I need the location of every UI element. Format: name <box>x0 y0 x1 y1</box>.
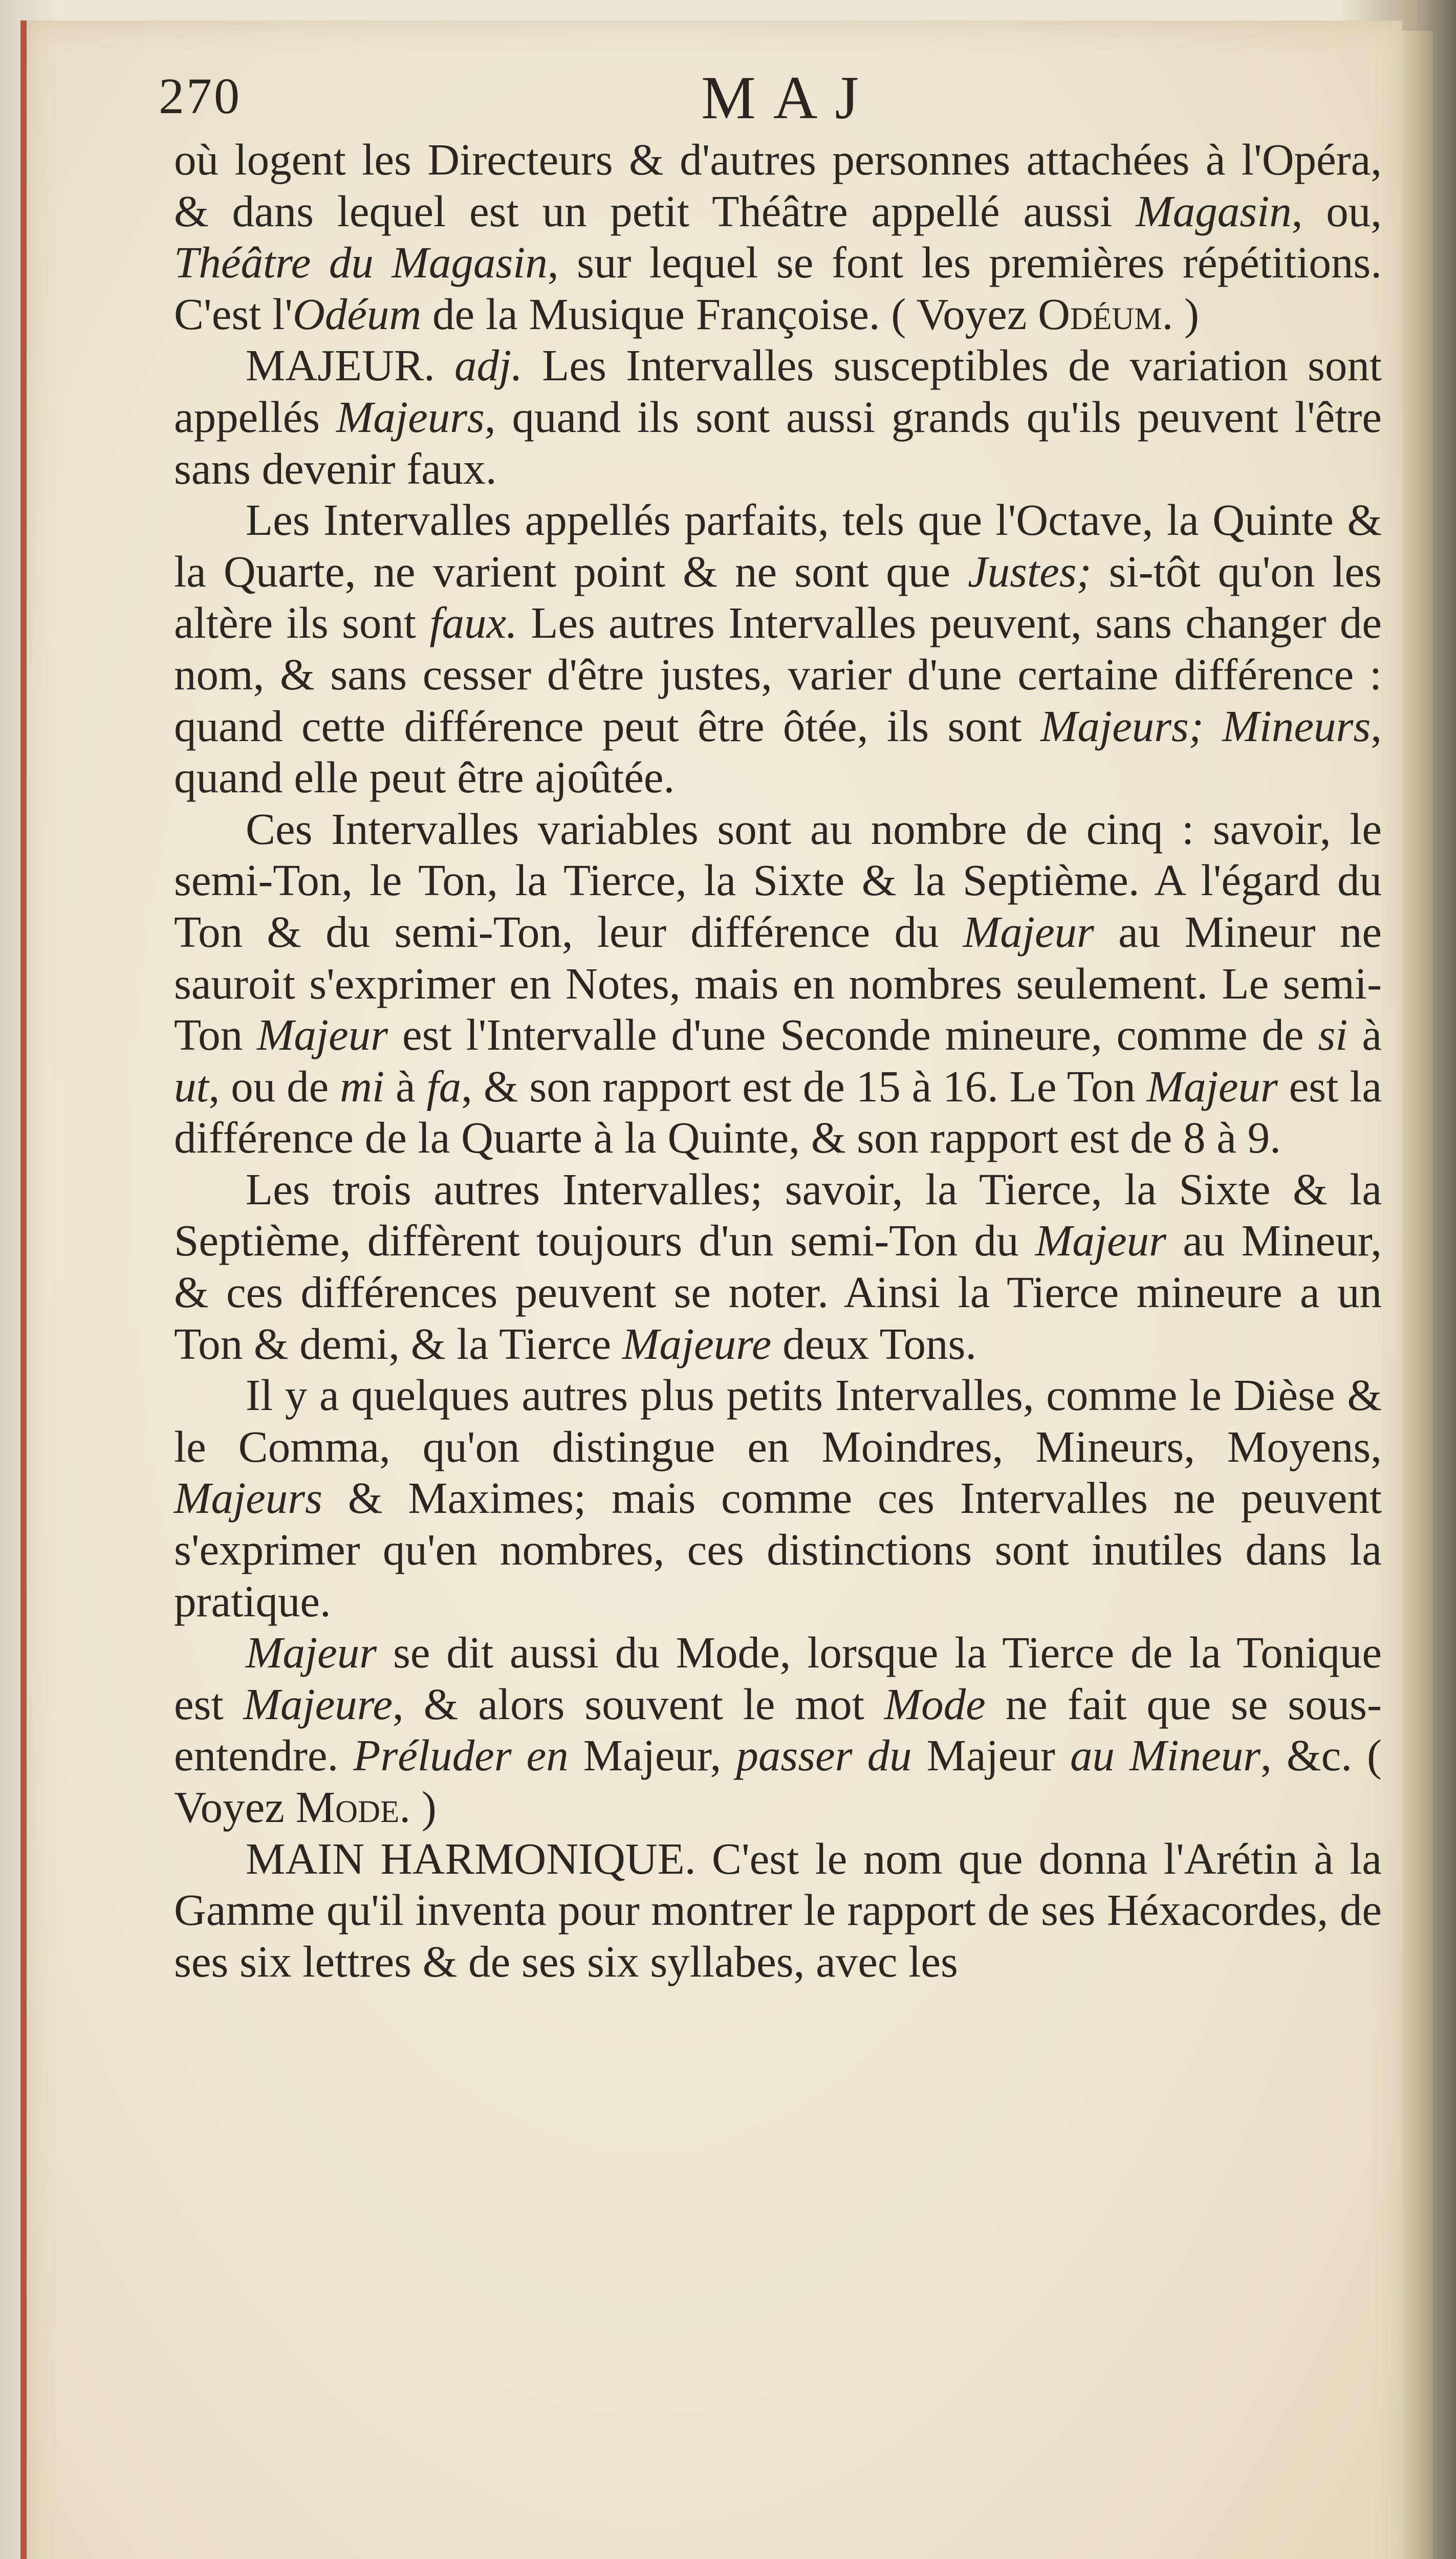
italic-run: Majeurs <box>174 1473 322 1523</box>
paragraph-p5 <box>174 1370 1382 1627</box>
italic-run: Majeur <box>963 906 1094 957</box>
text-run: , ou, <box>1291 186 1382 236</box>
body-text <box>174 134 1382 1987</box>
text-run: deux Tons. <box>771 1318 977 1369</box>
italic-run: si <box>1318 1010 1348 1060</box>
italic-run: ut <box>174 1061 209 1111</box>
paragraph-p7 <box>174 1833 1382 1988</box>
paragraph-p0 <box>174 134 1382 340</box>
text-run: Les autres Intervalles peuvent, sans changer de nom, & sans cesser d'être justes, varier d'une certaine différence : quand cette différence peut être ôtée, ils sont <box>174 598 1382 751</box>
text-run: ne fait que se sous-entendre. <box>174 1679 1382 1781</box>
italic-run: Magasin <box>1136 186 1292 236</box>
text-run: Les Intervalles susceptibles de variation sont appellés <box>174 340 1382 442</box>
text-run: , & alors souvent le mot <box>393 1679 884 1729</box>
italic-run: Préluder en <box>353 1730 569 1781</box>
page-edge-stack <box>1402 31 1433 2559</box>
text-run: où logent les Directeurs & d'autres personnes attachées à l'Opéra, & dans lequel est un petit Théâtre appellé aussi <box>174 135 1382 236</box>
text-run: si-tôt qu'on les altère ils sont <box>174 546 1382 648</box>
text-run: à <box>384 1061 427 1111</box>
paragraph-p6 <box>174 1627 1382 1833</box>
paragraph-p3 <box>174 804 1382 1164</box>
text-run: , &c. ( Voyez <box>174 1730 1382 1832</box>
italic-run: Majeurs; Mineurs <box>1040 701 1371 751</box>
text-run: de la Musique Françoise. ( Voyez <box>421 289 1038 339</box>
text-run: au Mineur ne sauroit s'exprimer en Notes, mais en nombres seulement. Le semi-Ton <box>174 906 1382 1060</box>
text-run: Il y a quelques autres plus petits Intervalles, comme le Dièse & le Comma, qu'on distingue en Moindres, Mineurs, Moyens, <box>174 1370 1382 1471</box>
text-run: MAJEUR. <box>246 340 455 391</box>
running-head: MAJ <box>701 63 877 132</box>
italic-run: mi <box>340 1061 385 1111</box>
text-run: est la différence de la Quarte à la Quinte, & son rapport est de 8 à 9. <box>174 1061 1382 1163</box>
italic-run: Majeur <box>246 1628 377 1678</box>
small-caps-run: Mode <box>295 1782 400 1832</box>
italic-run: passer du <box>736 1730 912 1781</box>
text-run: se dit aussi du Mode, lorsque la Tierce de la Tonique est <box>174 1628 1382 1729</box>
text-run: à <box>1348 1010 1382 1060</box>
text-run: Les Intervalles appellés parfaits, tels que l'Octave, la Quinte & la Quarte, ne varient point & ne sont que <box>174 495 1382 596</box>
text-run: & Maximes; mais comme ces Intervalles ne peuvent s'exprimer qu'en nombres, ces distinctions sont inutiles dans la pratique. <box>174 1473 1382 1626</box>
text-run: . ) <box>399 1782 437 1832</box>
italic-run: Majeure <box>243 1679 393 1729</box>
text-run: Les trois autres Intervalles; savoir, la Tierce, la Sixte & la Septième, diffèrent toujours d'un semi-Ton du <box>174 1164 1382 1266</box>
italic-run: Mode <box>884 1679 986 1729</box>
text-run: Majeur, <box>568 1730 736 1781</box>
paragraph-p2 <box>174 494 1382 804</box>
text-run: , quand elle peut être ajoûtée. <box>174 701 1382 803</box>
italic-run: Majeure <box>622 1318 772 1369</box>
italic-run: Majeurs <box>336 392 485 442</box>
italic-run: Théâtre du Magasin <box>174 237 548 288</box>
small-caps-run: Odéum <box>1038 289 1162 339</box>
italic-run: Majeur <box>256 1010 388 1060</box>
text-run: . ) <box>1162 289 1200 339</box>
text-run: Ces Intervalles variables sont au nombre de cinq : savoir, le semi-Ton, le Ton, la Tierce, la Sixte & la Septième. A l'égard du Ton & du semi-Ton, leur différence du <box>174 804 1382 957</box>
page-number: 270 <box>159 68 242 124</box>
text-run: , sur lequel se font les premières répétitions. C'est l' <box>174 237 1382 339</box>
italic-run: Majeur <box>1146 1061 1278 1111</box>
italic-run: Majeur <box>1035 1216 1166 1266</box>
text-run: MAIN HARMONIQUE. C'est le nom que donna l'Arétin à la Gamme qu'il inventa pour montrer le rapport de ses Héxacordes, de ses six lettres & de ses six syllabes, avec les <box>174 1833 1382 1986</box>
paragraph-p4 <box>174 1164 1382 1370</box>
page-header <box>159 63 1377 138</box>
italic-run: faux. <box>429 598 517 648</box>
text-run: au Mineur, & ces différences peuvent se noter. Ainsi la Tierce mineure a un Ton & demi, & la Tierce <box>174 1216 1382 1369</box>
text-run: , & son rapport est de 15 à 16. Le Ton <box>461 1061 1147 1111</box>
text-run: , ou de <box>208 1061 340 1111</box>
text-run: , quand ils sont aussi grands qu'ils peuvent l'être sans devenir faux. <box>174 392 1382 493</box>
paragraph-p1 <box>174 340 1382 494</box>
italic-run: Justes; <box>967 546 1092 596</box>
italic-run: au Mineur <box>1070 1730 1261 1781</box>
text-run: Majeur <box>911 1730 1070 1781</box>
text-run: est l'Intervalle d'une Seconde mineure, comme de <box>388 1010 1318 1060</box>
italic-run: adj. <box>454 340 523 391</box>
italic-run: fa <box>426 1061 462 1111</box>
italic-run: Odéum <box>292 289 422 339</box>
